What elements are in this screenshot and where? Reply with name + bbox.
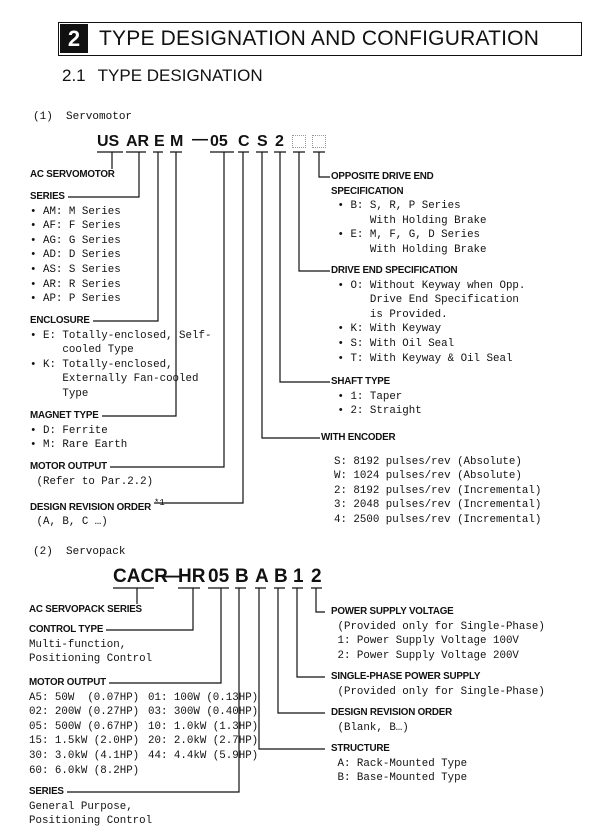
series-block	[30, 190, 121, 307]
design-revision-block	[30, 496, 165, 530]
pack-design-revision-block	[331, 706, 455, 735]
ac-servomotor-label	[30, 168, 118, 183]
block-title-line	[331, 170, 487, 185]
block-title: CONTROL TYPE	[29, 624, 106, 635]
block-line: • AD: D Series	[30, 249, 121, 262]
code-revision: B	[274, 566, 288, 587]
block-title: MAGNET TYPE	[30, 410, 102, 421]
block-line: Drive End Specification	[331, 294, 519, 307]
block-title: SERIES	[30, 191, 68, 202]
block-title: DRIVE END SPECIFICATION	[331, 265, 460, 276]
table-cell: 30: 3.0kW (4.1HP)	[29, 749, 140, 762]
block-line: 1: Power Supply Voltage 100V	[331, 635, 519, 648]
motor-output-table	[29, 691, 278, 779]
block-line: • E: M, F, G, D Series	[331, 229, 481, 242]
block-line: • AR: R Series	[30, 278, 121, 291]
code-hr: HR	[178, 566, 206, 587]
block-line: (A, B, C …)	[30, 516, 108, 529]
control-type-block	[29, 623, 152, 667]
block-line: B: Base-Mounted Type	[331, 772, 468, 785]
block-title: SERIES	[29, 786, 67, 797]
block-line: • K: Totally-enclosed,	[30, 358, 173, 371]
code-s: S	[257, 133, 268, 150]
code-2: 2	[275, 133, 284, 150]
code-us: US	[97, 133, 120, 150]
block-line: (Refer to Par.2.2)	[30, 475, 154, 488]
block-title-line	[30, 409, 127, 424]
footnote-marker: *1	[154, 498, 165, 508]
block-title-line	[331, 375, 422, 390]
pack-series-block	[29, 785, 152, 829]
table-cell: A5: 50W (0.07HP)	[29, 691, 140, 704]
block-title: WITH ENCODER	[321, 432, 398, 443]
table-cell: 01: 100W (0.13HP)	[148, 691, 259, 704]
block-title-line	[321, 431, 541, 446]
block-line: 2: Power Supply Voltage 200V	[331, 649, 519, 662]
block-title-line	[331, 742, 467, 757]
table-cell: 60: 6.0kW (8.2HP)	[29, 764, 140, 777]
block-line: A: Rack-Mounted Type	[331, 757, 468, 770]
table-cell: 44: 4.4kW (5.9HP)	[148, 749, 259, 762]
servomotor-heading: (1) Servomotor	[33, 111, 133, 123]
block-title: MOTOR OUTPUT	[29, 677, 109, 688]
block-title-line	[29, 676, 278, 691]
block-title: ENCLOSURE	[30, 315, 93, 326]
block-line: Positioning Control	[29, 653, 153, 666]
block-line: Externally Fan-cooled	[30, 373, 199, 386]
block-line: • 2: Straight	[331, 405, 422, 418]
block-line: S: 8192 pulses/rev (Absolute)	[321, 455, 522, 468]
table-cell: 20: 2.0kW (2.7HP)	[148, 735, 259, 748]
code-ar: AR	[126, 133, 150, 150]
block-line: (Provided only for Single-Phase)	[331, 685, 545, 698]
code-phase: 1	[293, 566, 304, 587]
code-blank-2	[312, 133, 326, 151]
table-cell: 10: 1.0kW (1.3HP)	[148, 720, 259, 733]
block-line: • D: Ferrite	[30, 424, 108, 437]
code-dash: —	[163, 566, 182, 587]
block-line: Multi-function,	[29, 638, 127, 651]
shaft-type-block	[331, 375, 422, 419]
block-title-line	[331, 706, 455, 721]
block-title: AC SERVOPACK SERIES	[29, 604, 145, 615]
encoder-block	[321, 431, 541, 528]
block-line: • AG: G Series	[30, 234, 121, 247]
block-line: With Holding Brake	[331, 214, 487, 227]
block-line: • 1: Taper	[331, 390, 403, 403]
code-e: E	[154, 133, 165, 150]
single-phase-block	[331, 670, 545, 699]
block-line: cooled Type	[30, 344, 134, 357]
code-dash: —	[192, 131, 208, 148]
block-title-line	[30, 168, 118, 183]
chapter-title: TYPE DESIGNATION AND CONFIGURATION	[99, 27, 540, 50]
code-voltage: 2	[311, 566, 322, 587]
block-line: • T: With Keyway & Oil Seal	[331, 352, 513, 365]
block-line: With Holding Brake	[331, 243, 487, 256]
code-structure: A	[255, 566, 269, 587]
block-title-line	[331, 605, 545, 620]
block-line: Positioning Control	[29, 815, 153, 828]
block-line: 3: 2048 pulses/rev (Incremental)	[321, 499, 542, 512]
table-cell: 15: 1.5kW (2.0HP)	[29, 735, 140, 748]
block-line: • AS: S Series	[30, 263, 121, 276]
block-line: • M: Rare Earth	[30, 439, 128, 452]
block-title-line	[331, 670, 545, 685]
block-title: OPPOSITE DRIVE END	[331, 171, 437, 182]
block-title-line	[30, 190, 121, 205]
block-line: • S: With Oil Seal	[331, 337, 455, 350]
block-line: (Blank, B…)	[331, 721, 409, 734]
pack-motor-output-block	[29, 676, 278, 778]
block-title: STRUCTURE	[331, 743, 393, 754]
ac-servopack-series-label	[29, 603, 145, 618]
block-title: MOTOR OUTPUT	[30, 461, 110, 472]
enclosure-block	[30, 314, 211, 402]
block-line: • E: Totally-enclosed, Self-	[30, 329, 212, 342]
table-cell: 02: 200W (0.27HP)	[29, 706, 140, 719]
block-title: SPECIFICATION	[331, 186, 406, 197]
block-line: • AP: P Series	[30, 293, 121, 306]
opposite-drive-end-block	[331, 170, 487, 258]
drive-end-block	[331, 264, 525, 366]
block-title-line	[331, 264, 525, 279]
block-line: 4: 2500 pulses/rev (Incremental)	[321, 513, 542, 526]
code-output: 05	[208, 566, 230, 587]
block-title-line	[29, 623, 152, 638]
block-line: • B: S, R, P Series	[331, 200, 461, 213]
block-line: • AF: F Series	[30, 220, 121, 233]
motor-output-block	[30, 460, 153, 489]
servopack-heading: (2) Servopack	[33, 546, 126, 558]
code-cacr: CACR	[113, 566, 168, 587]
block-line: 2: 8192 pulses/rev (Incremental)	[321, 484, 542, 497]
power-supply-voltage-block	[331, 605, 545, 663]
block-title: DESIGN REVISION ORDER	[331, 707, 455, 718]
block-line: General Purpose,	[29, 800, 133, 813]
code-blank-1	[292, 133, 306, 151]
chapter-number: 2	[60, 24, 88, 53]
block-title: POWER SUPPLY VOLTAGE	[331, 606, 456, 617]
block-title: AC SERVOMOTOR	[30, 169, 118, 180]
table-cell: 03: 300W (0.40HP)	[148, 706, 259, 719]
block-title: SHAFT TYPE	[331, 376, 393, 387]
section-number: 2.1	[62, 66, 86, 85]
block-title: SINGLE-PHASE POWER SUPPLY	[331, 671, 483, 682]
magnet-type-block	[30, 409, 127, 453]
block-title-line	[29, 603, 145, 618]
block-title-line	[30, 460, 153, 475]
table-cell: 05: 500W (0.67HP)	[29, 720, 140, 733]
structure-block	[331, 742, 467, 786]
block-title-line	[30, 314, 211, 329]
code-series: B	[235, 566, 249, 587]
code-c: C	[238, 133, 250, 150]
block-title-line	[30, 496, 165, 515]
block-title-line	[331, 185, 487, 200]
block-line: • AM: M Series	[30, 205, 121, 218]
block-line: (Provided only for Single-Phase)	[331, 620, 545, 633]
block-title-line	[29, 785, 152, 800]
block-line: • O: Without Keyway when Opp.	[331, 279, 526, 292]
block-line: W: 1024 pulses/rev (Absolute)	[321, 470, 522, 483]
section-title: TYPE DESIGNATION	[97, 66, 263, 85]
block-line: • K: With Keyway	[331, 323, 442, 336]
block-title: DESIGN REVISION ORDER	[30, 502, 154, 513]
block-line: is Provided.	[331, 308, 448, 321]
block-line: Type	[30, 387, 89, 400]
code-output: 05	[210, 133, 228, 150]
code-m: M	[170, 133, 184, 150]
